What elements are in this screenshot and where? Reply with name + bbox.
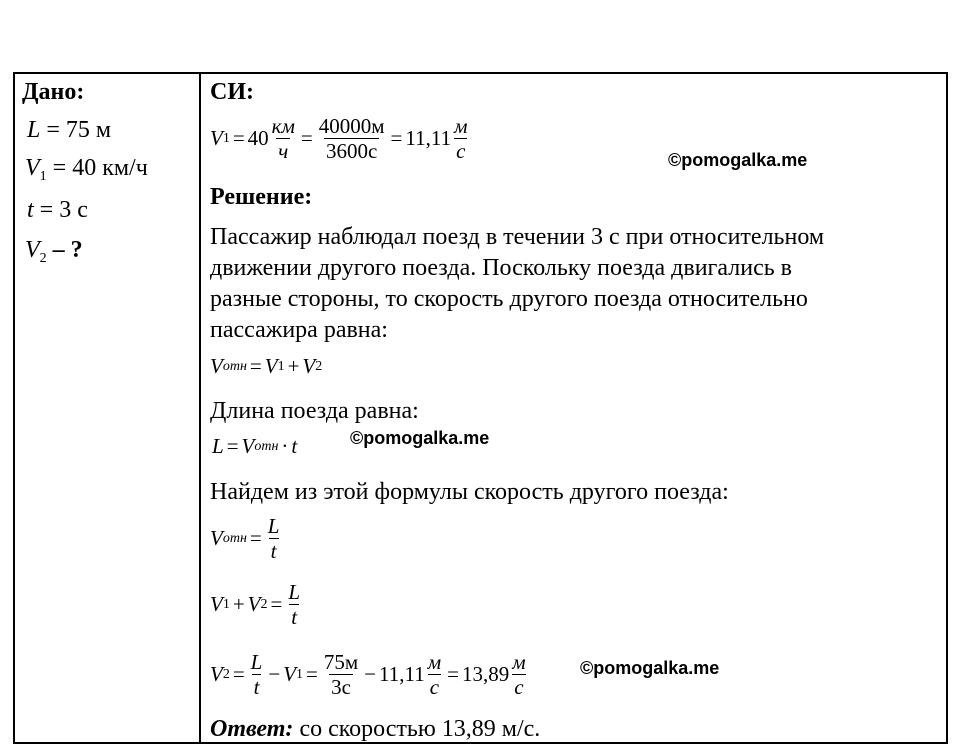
- watermark: ©pomogalka.me: [668, 150, 808, 170]
- si-title: СИ:: [210, 79, 254, 105]
- answer-text: со скоростью 13,89 м/с.: [293, 716, 541, 742]
- length-formula: L = V отн · t: [212, 434, 298, 458]
- given-item-time: t = 3 с: [27, 197, 88, 223]
- final-speed-formula: V 2 = $\frac{L}{t}$ − V 1 = $\frac{75м}{3с}$ − 11,11 $\frac{м}{с}$ = 13,89 $\frac{м}{с}$: [210, 650, 526, 699]
- solution-table: [13, 72, 948, 744]
- relative-speed-from-length-formula: V отн = $\frac{L}{t}$: [210, 514, 280, 563]
- given-title: Дано:: [22, 79, 85, 105]
- answer-label: Ответ:: [210, 716, 294, 742]
- given-item-unknown: $V_2$ – ?: [25, 237, 83, 266]
- solution-paragraph-3: Найдем из этой формулы скорость другого поезда:: [210, 479, 729, 505]
- si-conversion-formula: V 1 = 40 $\frac{км}{ч}$ = $\frac{40000м}{3600с}$ = 11,11 $\frac{м}{с}$: [210, 114, 468, 163]
- watermark: ©pomogalka.me: [350, 428, 490, 448]
- watermark: ©pomogalka.me: [580, 658, 720, 678]
- solution-title: Решение:: [210, 184, 313, 210]
- column-divider: [199, 72, 201, 744]
- relative-speed-formula: V отн = V 1 + V 2: [210, 354, 323, 378]
- solution-paragraph-1: Пассажир наблюдал поезд в течении 3 с при относительном движении другого поезда. Поскольку поезда двигались в разные стороны, то скорость другого поезда относительно пассажира равна:: [210, 224, 825, 343]
- answer-line: [210, 715, 540, 743]
- given-item-speed1: $V_1 = 40$ км/ч: [25, 155, 148, 184]
- speed-sum-formula: V 1 + V 2 = $\frac{L}{t}$: [210, 580, 301, 629]
- solution-paragraph-2: Длина поезда равна:: [210, 398, 419, 424]
- given-item-length: L = 75 м: [27, 117, 112, 143]
